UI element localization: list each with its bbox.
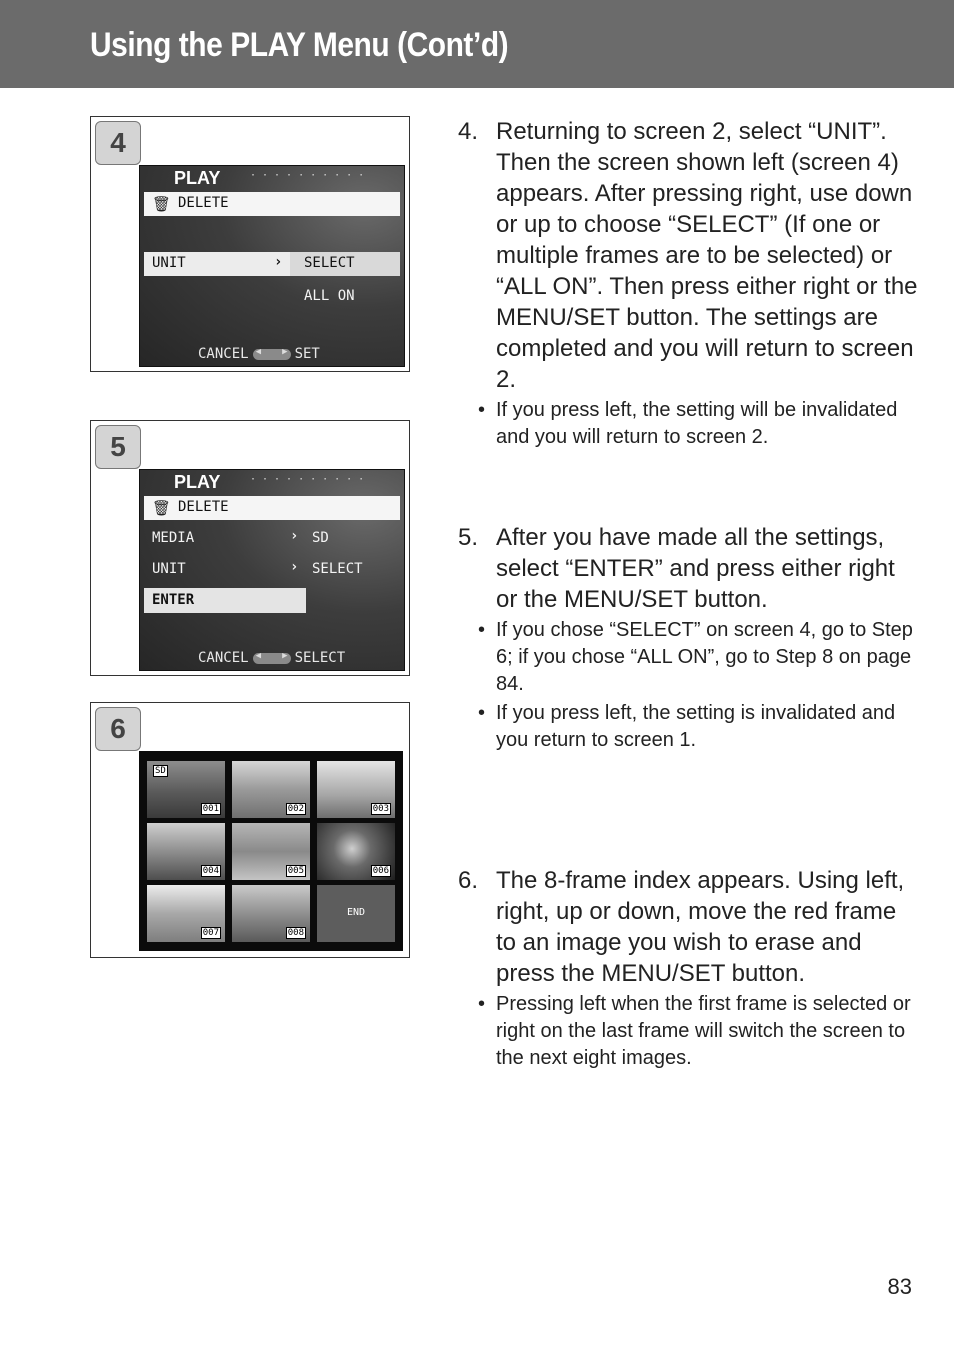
thumbnail-003[interactable]	[317, 761, 395, 818]
chevron-right-icon: ›	[290, 559, 299, 575]
lcd-delete-row	[144, 496, 400, 520]
lcd-cancel-label: CANCEL	[198, 346, 249, 362]
thumbnail-006[interactable]	[317, 823, 395, 880]
lcd-delete-label: DELETE	[178, 499, 229, 515]
frame-number: 003	[372, 804, 389, 814]
thumbnail-008[interactable]	[232, 885, 310, 942]
lcd-set-label: SET	[294, 346, 320, 362]
thumbnail-004[interactable]	[147, 823, 225, 880]
lcd-title-dots: ··········	[250, 170, 371, 181]
step-number: 4.	[458, 118, 479, 145]
lcd-sd-label: SD	[312, 530, 329, 546]
lcd-select-label: SELECT	[312, 561, 363, 577]
step-text: Returning to screen 2, select “UNIT”. Then the screen shown left (screen 4) appears. After pressing right, use down or up to choose “SELECT” (If one or multiple frames are to be selected) or “ALL ON”. Then press either right or the MENU/SET button. The settings are completed and you will return to screen 2.	[496, 118, 918, 393]
chevron-right-icon: ›	[290, 528, 299, 544]
bullet-dot: •	[478, 702, 486, 724]
screen-5-badge: 5	[95, 425, 141, 469]
frame-number: 006	[372, 866, 389, 876]
sd-card-icon: SD	[155, 766, 166, 776]
screen-5-lcd	[139, 469, 405, 671]
screen-6-frame	[90, 702, 410, 958]
lcd-unit-row	[144, 252, 400, 276]
lcd-nav-select-label: SELECT	[294, 650, 346, 666]
step-5	[458, 522, 918, 754]
lcd-unit-label: UNIT	[152, 255, 186, 271]
step-bullet	[478, 617, 918, 698]
thumbnail-007[interactable]	[147, 885, 225, 942]
frame-number: 008	[287, 928, 304, 938]
lcd-delete-label: DELETE	[178, 195, 229, 211]
trash-icon: 🗑	[152, 195, 172, 213]
thumbnail-001[interactable]	[147, 761, 225, 818]
lcd-all-on-label: ALL ON	[304, 288, 355, 304]
thumbnail-grid	[139, 751, 403, 951]
screen-5-frame	[90, 420, 410, 676]
frame-number: 007	[202, 928, 219, 938]
step-number: 5.	[458, 524, 479, 551]
lcd-cancel-label: CANCEL	[198, 650, 249, 666]
bullet-text: If you press left, the setting will be invalidated and you will return to screen 2.	[496, 399, 898, 448]
bullet-text: If you press left, the setting is invalidated and you return to screen 1.	[496, 702, 896, 751]
bullet-dot: •	[478, 619, 486, 641]
step-bullet	[478, 700, 918, 754]
lcd-title-dots: ··········	[250, 474, 371, 485]
page-header	[0, 0, 954, 88]
bullet-text: If you chose “SELECT” on screen 4, go to Step 6; if you chose “ALL ON”, go to Step 8 on page 84.	[496, 619, 913, 695]
step-bullet	[478, 397, 918, 451]
lcd-unit-label: UNIT	[152, 561, 186, 577]
frame-number: 002	[287, 804, 304, 814]
lcd-nav-bar	[198, 346, 320, 362]
lcd-enter-label: ENTER	[152, 592, 195, 608]
step-bullet	[478, 991, 918, 1072]
step-6	[458, 865, 918, 1072]
thumbnail-005[interactable]	[232, 823, 310, 880]
screen-4-badge: 4	[95, 121, 141, 165]
left-right-icon	[253, 653, 291, 664]
trash-icon: 🗑	[152, 499, 172, 517]
page-number: 83	[887, 1274, 912, 1299]
lcd-nav-bar	[198, 650, 345, 666]
lcd-media-label: MEDIA	[152, 530, 195, 546]
end-label: END	[346, 907, 366, 918]
lcd-select-label: SELECT	[304, 255, 355, 271]
chevron-right-icon: ›	[274, 254, 283, 270]
step-text: The 8-frame index appears. Using left, right, up or down, move the red frame to an image you wish to erase and press the MENU/SET button.	[496, 867, 905, 987]
step-4	[458, 116, 918, 451]
screen-4-frame	[90, 116, 410, 372]
step-text: After you have made all the settings, select “ENTER” and press either right or the MENU/SET button.	[496, 524, 895, 613]
frame-number: 004	[202, 866, 219, 876]
screen-4-lcd	[139, 165, 405, 367]
lcd-menu-title: PLAY	[174, 168, 221, 188]
screen-6-badge: 6	[95, 707, 141, 751]
page-title: Using the PLAY Menu (Cont’d)	[90, 26, 509, 64]
bullet-dot: •	[478, 993, 486, 1015]
bullet-text: Pressing left when the first frame is selected or right on the last frame will switch the screen to the next eight images.	[496, 993, 911, 1069]
frame-number: 001	[202, 804, 219, 814]
lcd-enter-row	[144, 588, 306, 613]
lcd-delete-row	[144, 192, 400, 216]
thumbnail-end[interactable]	[317, 885, 395, 942]
left-right-icon	[253, 349, 291, 360]
step-number: 6.	[458, 867, 479, 894]
bullet-dot: •	[478, 399, 486, 421]
thumbnail-002[interactable]	[232, 761, 310, 818]
frame-number: 005	[287, 866, 304, 876]
lcd-menu-title: PLAY	[174, 472, 221, 492]
